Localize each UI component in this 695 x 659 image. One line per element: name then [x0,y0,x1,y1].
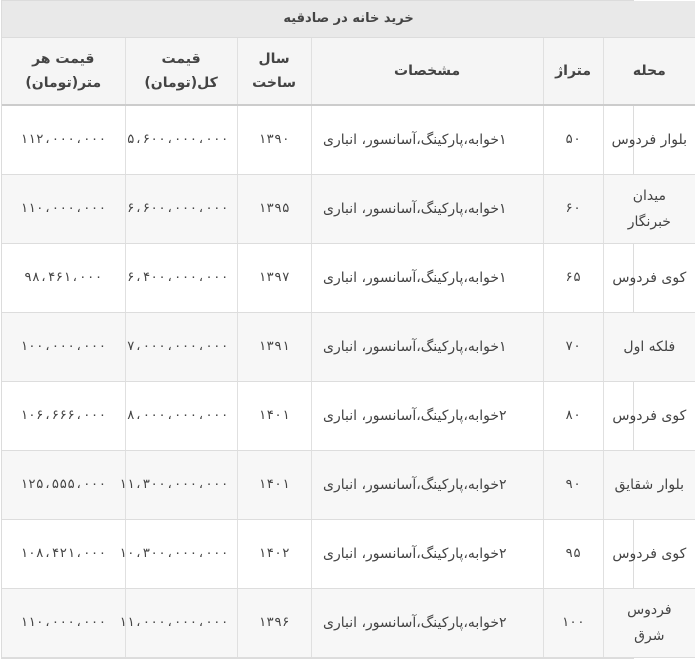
cell-price-per-meter: ۱۲۵،۵۵۵،۰۰۰ [2,451,125,520]
price-table [2,1,695,658]
cell-neighborhood: کوی فردوس [603,244,695,313]
cell-year-built: ۱۴۰۱ [237,382,311,451]
header-year-built: سال ساخت [237,38,311,106]
cell-price-per-meter: ۱۰۸،۴۲۱،۰۰۰ [2,520,125,589]
header-price-per-meter: قیمت هر متر(تومان) [2,38,125,106]
table-row [2,313,695,382]
cell-specs: ۱خوابه،پارکینگ،آسانسور، انباری [311,175,543,244]
cell-total-price: ۸،۰۰۰،۰۰۰،۰۰۰ [125,382,237,451]
cell-neighborhood: بلوار شقایق [603,451,695,520]
cell-year-built: ۱۳۹۰ [237,105,311,175]
cell-specs: ۱خوابه،پارکینگ،آسانسور، انباری [311,105,543,175]
cell-total-price: ۱۰،۳۰۰،۰۰۰،۰۰۰ [125,520,237,589]
cell-year-built: ۱۴۰۱ [237,451,311,520]
table-row [2,105,695,175]
cell-area: ۹۵ [543,520,603,589]
header-neighborhood: محله [603,38,695,106]
cell-neighborhood: فلکه اول [603,313,695,382]
cell-specs: ۲خوابه،پارکینگ،آسانسور، انباری [311,589,543,658]
cell-specs: ۲خوابه،پارکینگ،آسانسور، انباری [311,520,543,589]
cell-neighborhood: کوی فردوس [603,520,695,589]
cell-area: ۱۰۰ [543,589,603,658]
table-row [2,244,695,313]
header-total-price: قیمت کل(تومان) [125,38,237,106]
cell-price-per-meter: ۱۱۲،۰۰۰،۰۰۰ [2,105,125,175]
header-specs: مشخصات [311,38,543,106]
cell-area: ۹۰ [543,451,603,520]
cell-area: ۶۵ [543,244,603,313]
cell-year-built: ۱۳۹۷ [237,244,311,313]
cell-neighborhood: فردوس شرق [603,589,695,658]
table-row [2,589,695,658]
cell-price-per-meter: ۱۰۶،۶۶۶،۰۰۰ [2,382,125,451]
cell-area: ۵۰ [543,105,603,175]
cell-total-price: ۶،۴۰۰،۰۰۰،۰۰۰ [125,244,237,313]
cell-total-price: ۱۱،۰۰۰،۰۰۰،۰۰۰ [125,589,237,658]
header-area: متراژ [543,38,603,106]
cell-year-built: ۱۴۰۲ [237,520,311,589]
cell-price-per-meter: ۱۱۰،۰۰۰،۰۰۰ [2,589,125,658]
cell-price-per-meter: ۹۸،۴۶۱،۰۰۰ [2,244,125,313]
cell-area: ۷۰ [543,313,603,382]
cell-neighborhood: بلوار فردوس [603,105,695,175]
cell-year-built: ۱۳۹۱ [237,313,311,382]
cell-area: ۶۰ [543,175,603,244]
cell-price-per-meter: ۱۱۰،۰۰۰،۰۰۰ [2,175,125,244]
table-row [2,175,695,244]
cell-specs: ۱خوابه،پارکینگ،آسانسور، انباری [311,244,543,313]
cell-area: ۸۰ [543,382,603,451]
cell-specs: ۲خوابه،پارکینگ،آسانسور، انباری [311,382,543,451]
cell-neighborhood: میدان خبرنگار [603,175,695,244]
cell-neighborhood: کوی فردوس [603,382,695,451]
cell-total-price: ۷،۰۰۰،۰۰۰،۰۰۰ [125,313,237,382]
table-title-row [2,1,695,38]
cell-price-per-meter: ۱۰۰،۰۰۰،۰۰۰ [2,313,125,382]
table-title: خرید خانه در صادقیه [2,1,695,38]
table-row [2,520,695,589]
cell-specs: ۲خوابه،پارکینگ،آسانسور، انباری [311,451,543,520]
table-row [2,451,695,520]
table-header-row [2,38,695,106]
cell-total-price: ۶،۶۰۰،۰۰۰،۰۰۰ [125,175,237,244]
cell-year-built: ۱۳۹۶ [237,589,311,658]
cell-total-price: ۵،۶۰۰،۰۰۰،۰۰۰ [125,105,237,175]
table-row [2,382,695,451]
cell-year-built: ۱۳۹۵ [237,175,311,244]
price-table-container [1,0,688,659]
cell-total-price: ۱۱،۳۰۰،۰۰۰،۰۰۰ [125,451,237,520]
cell-specs: ۱خوابه،پارکینگ،آسانسور، انباری [311,313,543,382]
